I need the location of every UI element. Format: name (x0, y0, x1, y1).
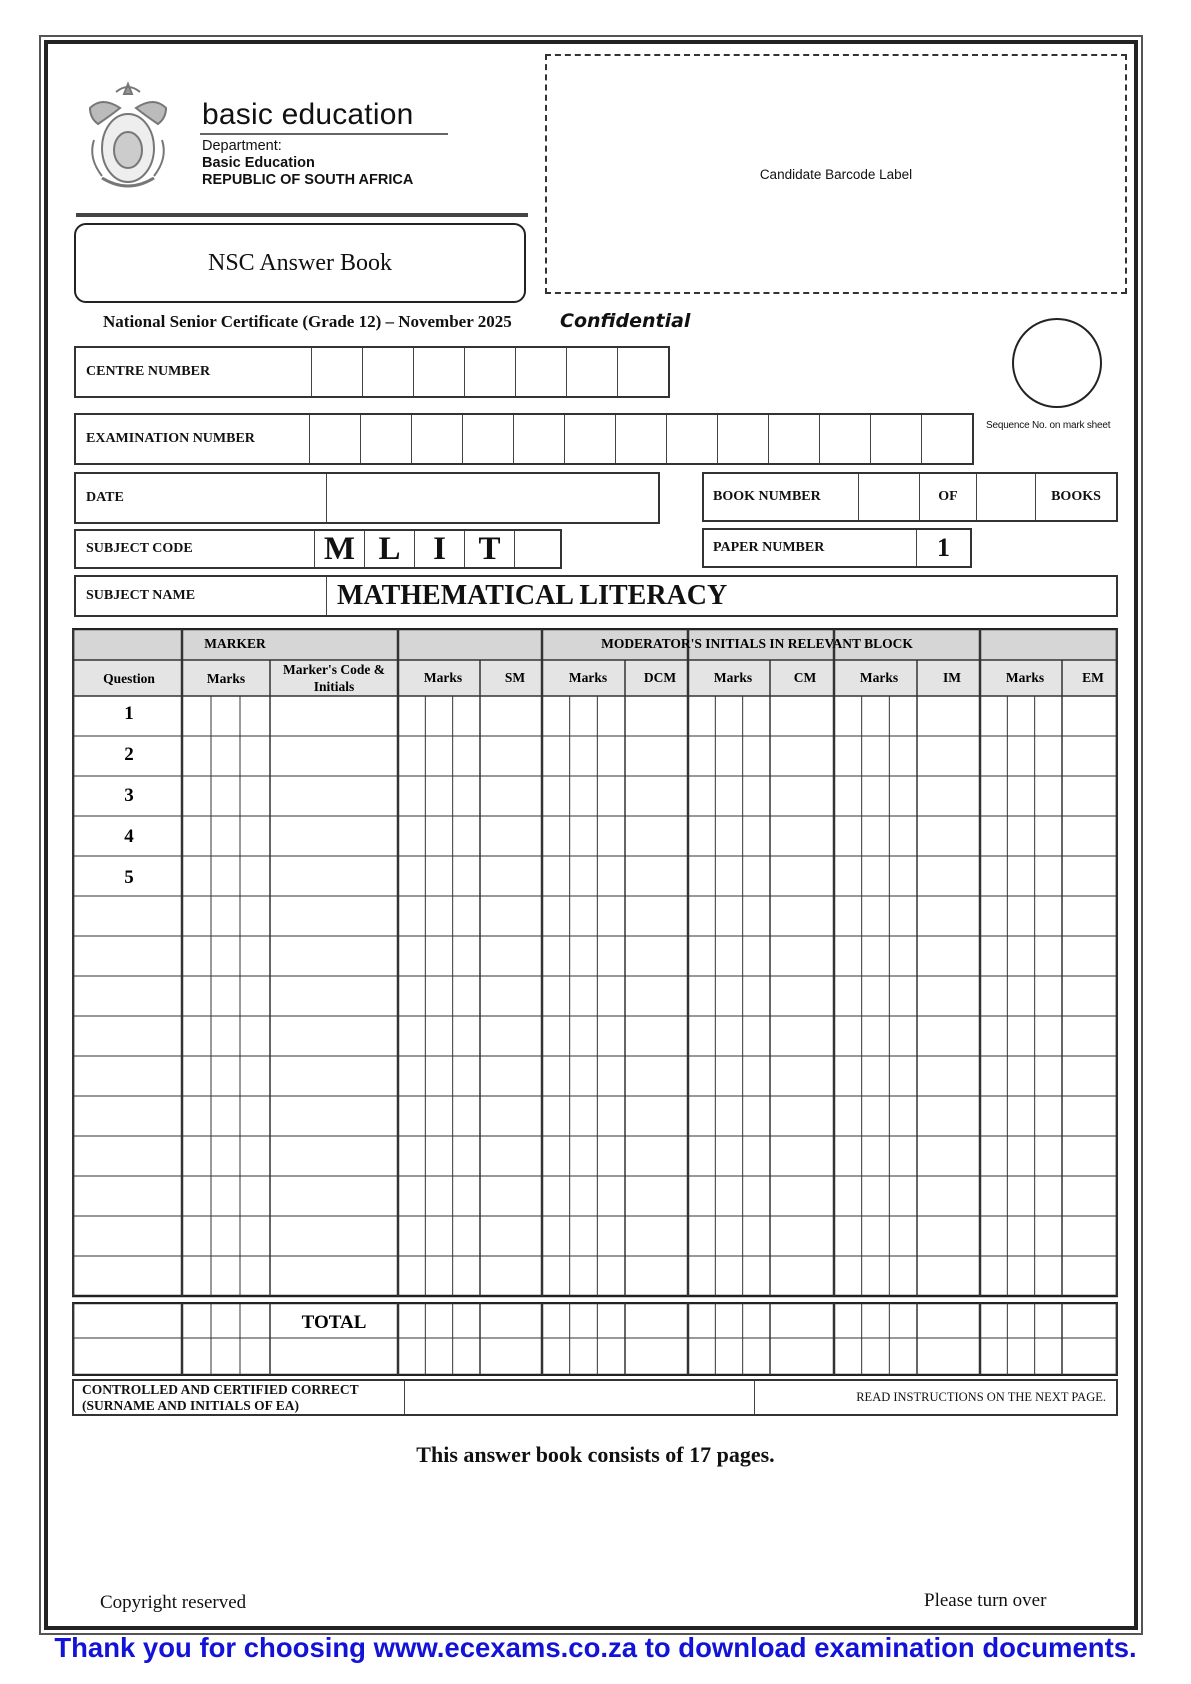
book-number-label: BOOK NUMBER (713, 489, 821, 504)
sequence-number-circle[interactable] (1012, 318, 1102, 408)
coat-of-arms-logo (80, 78, 176, 198)
exam-digit-cell[interactable] (666, 415, 717, 463)
question-number: 4 (124, 826, 134, 847)
department-label: Department: (202, 138, 282, 154)
subject-name-row (74, 575, 1118, 617)
col-marks: Marks (206, 671, 246, 686)
mark-grid (72, 628, 1118, 1298)
pages-note: This answer book consists of 17 pages. (416, 1442, 775, 1467)
confidential-label: Confidential (560, 310, 691, 332)
answer-book-title: NSC Answer Book (74, 223, 526, 303)
col-mod2-marks: Marks (568, 670, 608, 685)
centre-digit-cell[interactable] (617, 348, 668, 396)
subject-code-cell[interactable] (514, 531, 560, 567)
book-number-field[interactable] (858, 474, 919, 520)
date-label: DATE (86, 490, 124, 505)
controlled-line-2: (SURNAME AND INITIALS OF EA) (82, 1397, 300, 1413)
col-mod3-initials: CM (793, 670, 817, 685)
of-label: OF (919, 474, 976, 520)
book-number-row (702, 472, 1118, 522)
brand-underline (200, 133, 448, 135)
sequence-label: Sequence No. on mark sheet (986, 420, 1111, 431)
examination-number-label: EXAMINATION NUMBER (86, 431, 255, 446)
total-label: TOTAL (301, 1312, 367, 1333)
ea-name-field[interactable] (404, 1381, 754, 1414)
total-grid (72, 1302, 1118, 1376)
centre-digit-cell[interactable] (566, 348, 617, 396)
centre-digit-cell[interactable] (464, 348, 515, 396)
exam-digit-cell[interactable] (921, 415, 972, 463)
col-mod5-initials: EM (1082, 670, 1104, 685)
date-field[interactable] (326, 474, 658, 522)
question-number: 2 (124, 744, 134, 765)
department-name: Basic Education (202, 155, 315, 171)
col-mod2-initials: DCM (643, 670, 677, 685)
subject-code-row (74, 529, 562, 569)
col-mod5-marks: Marks (1005, 670, 1045, 685)
subject-code-letter: T (464, 531, 514, 567)
subject-name-label: SUBJECT NAME (86, 588, 196, 603)
subject-code-letter: I (414, 531, 464, 567)
brand-title: basic education (202, 98, 414, 131)
col-mod3-marks: Marks (713, 670, 753, 685)
certificate-line: National Senior Certificate (Grade 12) – November 2025 (103, 312, 512, 331)
read-instructions: READ INSTRUCTIONS ON THE NEXT PAGE. (754, 1381, 1116, 1414)
country-name: REPUBLIC OF SOUTH AFRICA (202, 172, 414, 188)
copyright-note: Copyright reserved (100, 1592, 247, 1613)
col-question: Question (103, 671, 155, 686)
department-block (202, 138, 413, 189)
exam-digit-cell[interactable] (870, 415, 921, 463)
paper-number-value: 1 (916, 530, 970, 566)
centre-number-row (74, 346, 670, 398)
examination-number-row (74, 413, 974, 465)
total-books-field[interactable] (976, 474, 1035, 520)
centre-digit-cell[interactable] (413, 348, 464, 396)
books-label: BOOKS (1035, 474, 1116, 520)
centre-digit-cell[interactable] (311, 348, 362, 396)
exam-digit-cell[interactable] (768, 415, 819, 463)
col-marker-code: Marker's Code & (283, 662, 385, 677)
exam-digit-cell[interactable] (615, 415, 666, 463)
paper-number-row (702, 528, 972, 568)
exam-digit-cell[interactable] (462, 415, 513, 463)
exam-digit-cell[interactable] (819, 415, 870, 463)
centre-digit-cell[interactable] (515, 348, 566, 396)
question-number: 5 (124, 867, 134, 888)
col-mod1-initials: SM (504, 670, 526, 685)
exam-digit-cell[interactable] (513, 415, 564, 463)
question-number: 3 (124, 785, 134, 806)
grid-outline (73, 629, 1117, 1296)
col-mod4-marks: Marks (859, 670, 899, 685)
centre-number-label: CENTRE NUMBER (86, 364, 211, 379)
controlled-line-1: CONTROLLED AND CERTIFIED CORRECT (82, 1381, 359, 1397)
barcode-label: Candidate Barcode Label (759, 166, 913, 182)
exam-digit-cell[interactable] (717, 415, 768, 463)
promo-banner: Thank you for choosing www.ecexams.co.za to download examination documents. (54, 1632, 1137, 1663)
moderator-header: MODERATOR'S INITIALS IN RELEVANT BLOCK (601, 636, 913, 651)
col-mod1-marks: Marks (423, 670, 463, 685)
exam-digit-cell[interactable] (564, 415, 615, 463)
exam-digit-cell[interactable] (360, 415, 411, 463)
subject-code-letter: M (314, 531, 364, 567)
col-mod4-initials: IM (943, 670, 961, 685)
candidate-barcode-area (545, 54, 1127, 294)
marker-header: MARKER (204, 636, 266, 651)
total-outline (73, 1303, 1117, 1375)
header-divider (76, 213, 528, 217)
controlled-label (74, 1381, 404, 1414)
question-number: 1 (124, 703, 134, 724)
controlled-certified-row (72, 1379, 1118, 1416)
exam-digit-cell[interactable] (309, 415, 360, 463)
date-row (74, 472, 660, 524)
subject-name-value: MATHEMATICAL LITERACY (326, 577, 1116, 615)
centre-digit-cell[interactable] (362, 348, 413, 396)
turn-over-note: Please turn over (924, 1590, 1047, 1611)
exam-digit-cell[interactable] (411, 415, 462, 463)
paper-number-label: PAPER NUMBER (713, 540, 825, 555)
col-marker-initials: Initials (313, 679, 355, 694)
subject-code-label: SUBJECT CODE (86, 541, 193, 556)
subject-code-letter: L (364, 531, 414, 567)
